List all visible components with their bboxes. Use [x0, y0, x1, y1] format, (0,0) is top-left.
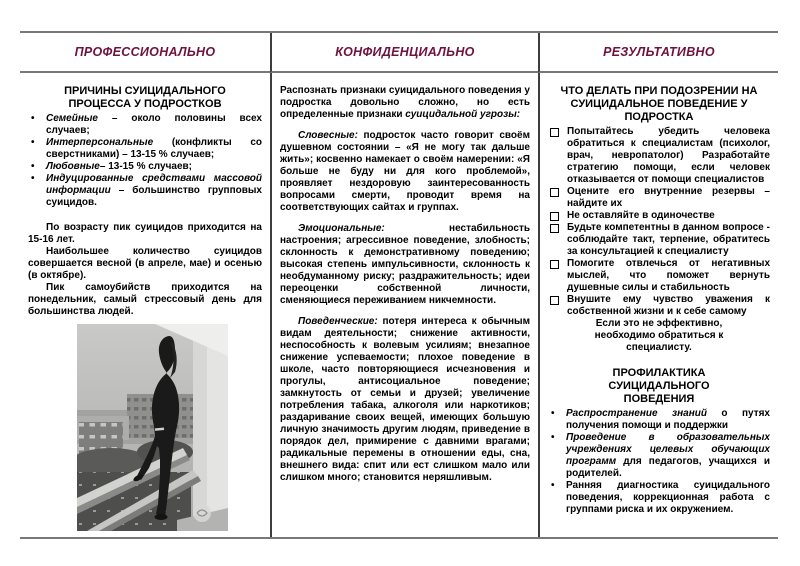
section-lead: Эмоциональные: — [298, 223, 385, 234]
checklist-item-text: Будьте компетентны в данном вопросе - соблюдайте такт, терпение, обратитесь за консультацией к специалисту — [567, 222, 770, 257]
list-item — [28, 161, 262, 173]
column-what-to-do — [538, 73, 778, 537]
section-heading-prevention: ПРОФИЛАКТИКА СУИЦИДАЛЬНОГО ПОВЕДЕНИЯ — [608, 367, 710, 405]
list-item-rest: – около половины всех случаев; — [46, 113, 262, 136]
checklist-item — [548, 258, 770, 294]
list-item — [28, 137, 262, 161]
bullet-icon: • — [31, 173, 35, 184]
list-item-text — [46, 137, 262, 161]
column-header-label: ПРОФЕССИОНАЛЬНО — [74, 45, 216, 59]
photo-watermark — [193, 504, 211, 522]
brochure-grid — [20, 31, 778, 539]
checklist-item-text: Оцените его внутренние резервы – найдите их — [567, 186, 770, 209]
bullet-icon: • — [31, 113, 35, 124]
checkbox-icon — [548, 210, 567, 222]
paragraph-age-peak: По возрасту пик суицидов приходится на 15-16 лет. — [28, 222, 262, 245]
bullet-icon: • — [31, 137, 35, 148]
column-header-label: КОНФИДЕНЦИАЛЬНО — [335, 45, 475, 59]
what-to-do-checklist — [548, 126, 770, 318]
spacer — [28, 209, 262, 222]
checklist-item-text: Помогите отвлечься от негативных мыслей, что поможет вернуть душевные силы и стабильность — [567, 258, 770, 293]
list-item — [28, 113, 262, 137]
column-header-professionally — [20, 33, 270, 73]
causes-list — [28, 113, 262, 209]
list-item — [548, 408, 770, 432]
list-item-rest: – 13-15 % случаев; — [99, 161, 192, 172]
spacer — [548, 354, 770, 367]
column-header-label: РЕЗУЛЬТАТИВНО — [603, 45, 715, 59]
paragraph-monday: Пик самоубийств приходится на понедельник, самый стрессовый день для большинства людей. — [28, 282, 262, 317]
checklist-item-text: Не оставляйте в одиночестве — [567, 210, 715, 221]
list-item-text — [566, 408, 770, 432]
checkbox-icon — [548, 258, 567, 294]
list-item-text — [566, 432, 770, 480]
paragraph-verbal-signs — [280, 130, 530, 214]
list-item-text — [566, 480, 770, 516]
column-causes — [20, 73, 270, 537]
column-signs — [270, 73, 538, 537]
checklist-item-text: Внушите ему чувство уважения к собственной жизни и к себе самому — [567, 294, 770, 317]
checkbox-icon — [548, 126, 567, 186]
list-item-rest: – большинство групповых суицидов. — [46, 185, 262, 208]
checklist-item-text: Попытайтесь убедить человека обратиться к специалистам (психолог, врач, невропатолог) Разработайте стратегию помощи, если человек отказывается от помощи специалистов — [567, 126, 770, 185]
note-if-not-effective: Если это не эффективно, необходимо обратиться к специалисту. — [594, 318, 724, 353]
list-item-lead: Семейные — [46, 113, 98, 124]
intro-emphasis: суицидальной угрозы: — [405, 109, 521, 120]
paragraph-intro — [280, 85, 530, 121]
checkbox-icon — [548, 294, 567, 318]
list-item — [548, 432, 770, 480]
checklist-item — [548, 222, 770, 258]
bullet-icon: • — [551, 432, 555, 443]
section-heading-what-to-do: ЧТО ДЕЛАТЬ ПРИ ПОДОЗРЕНИИ НА СУИЦИДАЛЬНОЕ ПОВЕДЕНИЕ У ПОДРОСТКА — [560, 85, 758, 123]
column-header-effectively — [538, 33, 778, 73]
section-lead: Поведенческие: — [298, 316, 378, 327]
section-heading-causes: ПРИЧИНЫ СУИЦИДАЛЬНОГО ПРОЦЕССА У ПОДРОСТКОВ — [64, 85, 226, 110]
section-text: потеря интереса к обычным видам деятельности; снижение активности, неспособность к волевым усилиям; внезапное снижение успеваемости; плохое поведение в школе, часто повторяющиеся исчезновения и прогулы, антисоциальное поведение; замкнутость от семьи и друзей; увеличение потребления табака, алкоголя или наркотиков; раздаривание своих вещей, имеющих большую личную значимость другим людям, приведение в порядок дел, примирение с давними врагами; радикальные перемены в отношении еды, сна, внешнего вида: спит или ест слишком мало или слишком много; становится неряшливым. — [280, 316, 530, 483]
checklist-item — [548, 186, 770, 210]
list-item-lead: Проведение в образовательных учреждениях целевых обучающих программ — [566, 432, 770, 467]
list-item — [548, 480, 770, 516]
section-text: подросток часто говорит своём душевном состоянии – «Я не могу так дальше жить»; косвенно намекает о своём намерении: «Я больше не буду ни для кого проблемой», проявляет нездоровую заинтересованность вопросами смерти, проводит время на соответствующих сайтах и группах. — [280, 130, 530, 213]
bullet-icon: • — [551, 408, 555, 419]
list-item-rest: (конфликты со сверстниками) – 13-15 % случаев; — [46, 137, 262, 160]
list-item-text — [46, 113, 262, 137]
paragraph-season: Наибольшее количество суицидов совершается весной (в апреле, мае) и осенью (в октябре). — [28, 246, 262, 281]
balcony-photo — [77, 324, 228, 531]
column-header-confidentially — [270, 33, 538, 73]
list-item-lead: Индуцированные средствами массовой информации — [46, 173, 262, 196]
checklist-item — [548, 210, 770, 222]
list-item-lead: Интерперсональные — [46, 137, 154, 148]
intro-text: Распознать признаки суицидального поведения у подростка довольно сложно, но есть определенные признаки — [280, 85, 530, 120]
checklist-item — [548, 126, 770, 186]
list-item-lead: Любовные — [46, 161, 100, 172]
balcony-photo-image — [77, 324, 228, 531]
shoe — [155, 514, 168, 520]
list-item-rest: о путях получения помощи и поддержки — [566, 408, 770, 431]
balcony-wall-highlight — [207, 324, 228, 531]
checklist-item — [548, 294, 770, 318]
spacer — [280, 121, 530, 130]
prevention-list — [548, 408, 770, 516]
spacer — [280, 214, 530, 223]
checkbox-icon — [548, 186, 567, 210]
list-item-text — [46, 173, 262, 209]
paragraph-behavioral-signs — [280, 316, 530, 484]
list-item-lead: Распространение знаний — [566, 408, 707, 419]
paragraph-emotional-signs — [280, 223, 530, 307]
list-item — [28, 173, 262, 209]
spacer — [280, 307, 530, 316]
bullet-icon: • — [551, 480, 555, 491]
checkbox-icon — [548, 222, 567, 258]
bullet-icon: • — [31, 161, 35, 172]
list-item-text — [46, 161, 262, 173]
section-lead: Словесные: — [298, 130, 358, 141]
section-text: нестабильность настроения; агрессивное поведение, злобность; склонность к демонстративному поведению; высокая степень импульсивности, склонность к необдуманному риску; раздражительность; идеи переоценки собственной личности, сменяющиеся переживанием никчемности. — [280, 223, 530, 306]
list-item-rest: для педагогов, учащихся и родителей. — [566, 456, 770, 479]
list-item-rest: Ранняя диагностика суицидального поведения, коррекционная работа с группами риска и их окружением. — [566, 480, 770, 515]
